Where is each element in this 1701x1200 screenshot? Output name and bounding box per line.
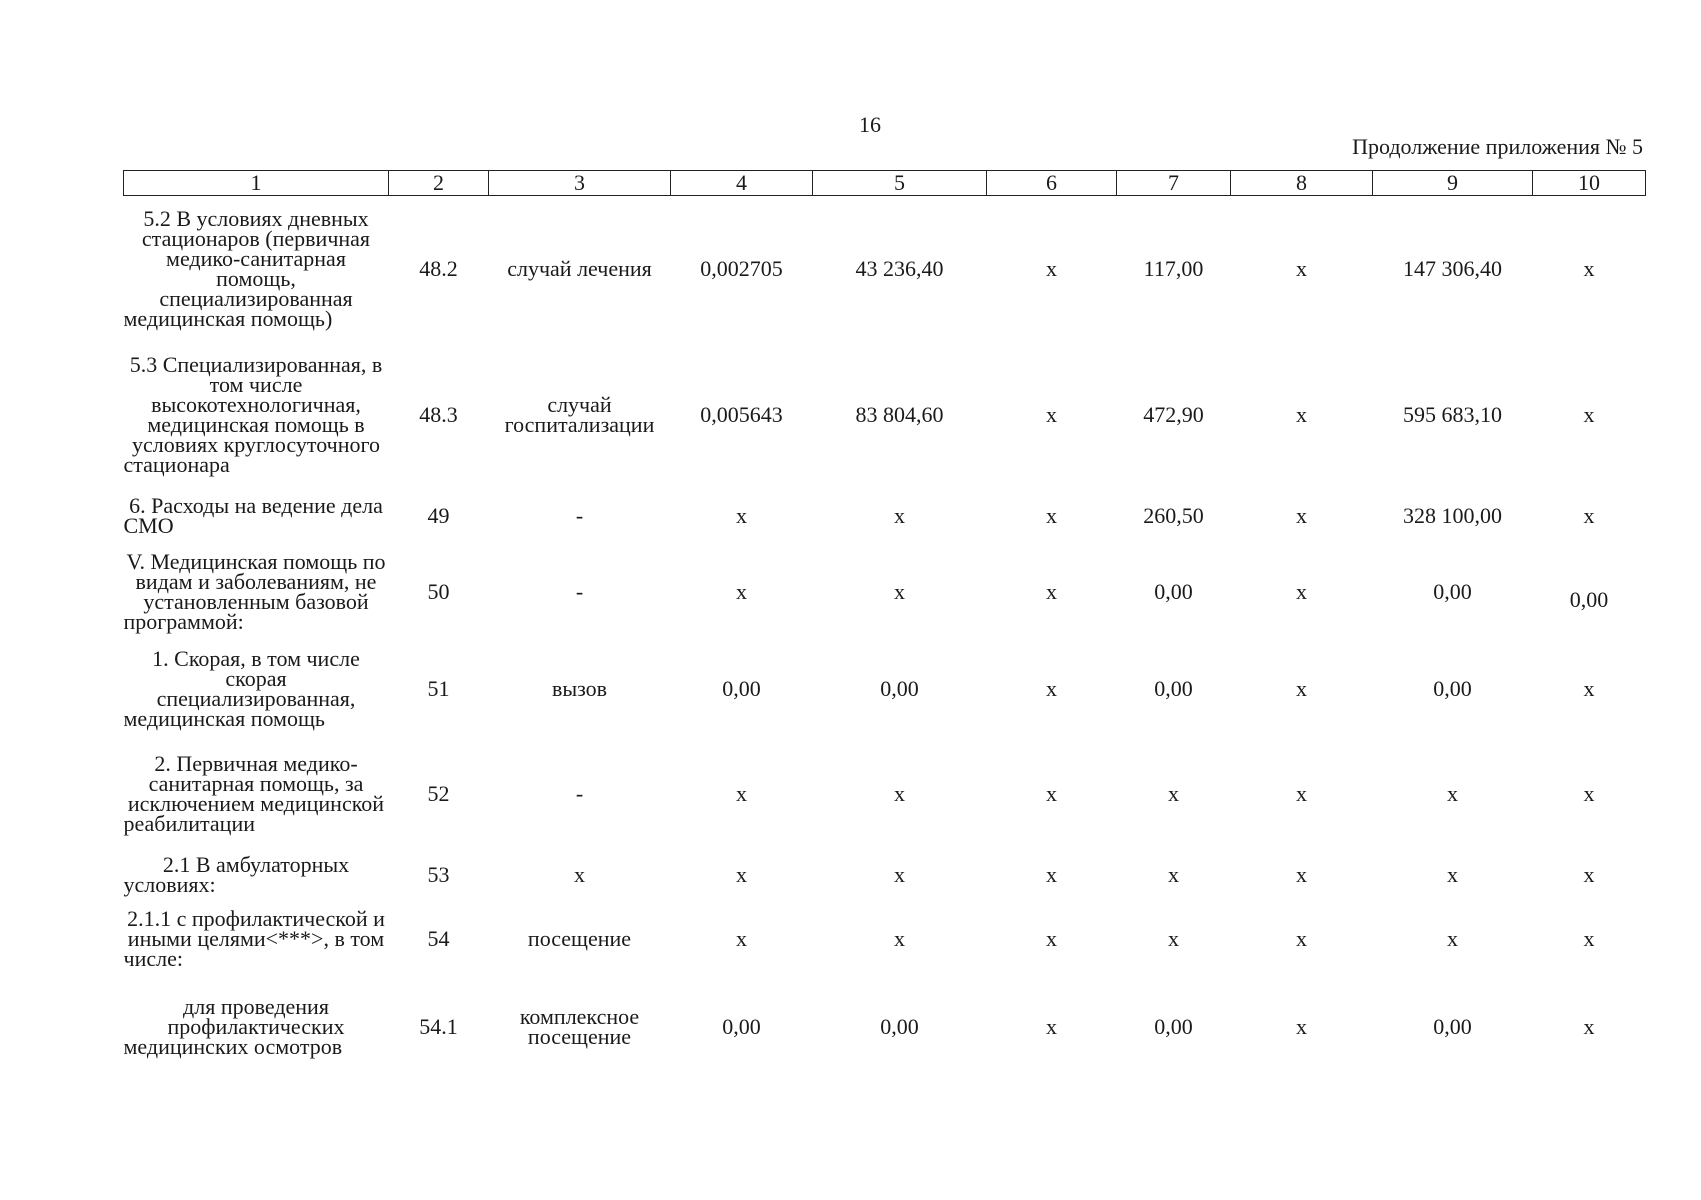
row-cell: х xyxy=(1046,925,1057,951)
row-cell: 83 804,60 xyxy=(855,401,944,427)
row-cell: х xyxy=(1583,780,1595,806)
row-cell: х xyxy=(1296,861,1307,887)
row-description: 5.2 В условиях дневных стационаров (первичная медико-санитарная помощь, специализированная медицинская помощь) xyxy=(123,205,371,331)
row-description: 2.1.1 с профилактической и иными целями<***>, в том числе: xyxy=(123,905,385,971)
row-line-code: 49 xyxy=(427,502,450,528)
table-row xyxy=(124,978,1646,1076)
row-cell: 0,005643 xyxy=(700,401,783,427)
column-number-row xyxy=(124,171,1646,196)
row-cell: х xyxy=(1296,578,1307,604)
row-cell: 0,00 xyxy=(1433,675,1472,701)
row-cell: х xyxy=(1296,925,1307,951)
row-description: 6. Расходы на ведение дела СМО xyxy=(123,492,383,538)
row-cell: х xyxy=(1296,255,1307,281)
row-description: 1. Скорая, в том числе скорая специализированная, медицинская помощь xyxy=(123,645,360,731)
row-cell: х xyxy=(1447,780,1458,806)
column-header: 6 xyxy=(987,171,1117,196)
row-cell: 0,00 xyxy=(880,1013,919,1039)
row-cell: х xyxy=(1296,780,1307,806)
row-unit: - xyxy=(575,780,584,806)
row-cell: 0,00 xyxy=(722,1013,761,1039)
page-number: 16 xyxy=(859,112,881,137)
continuation-note: Продолжение приложения № 5 xyxy=(1352,134,1643,159)
column-header: 2 xyxy=(389,171,489,196)
row-unit: - xyxy=(575,502,584,528)
row-cell: х xyxy=(1583,861,1595,887)
row-unit: комплексное посещение xyxy=(519,1003,640,1049)
row-cell: х xyxy=(1447,861,1458,887)
row-cell: х xyxy=(894,861,905,887)
table-row xyxy=(124,640,1646,738)
row-cell: х xyxy=(1296,675,1307,701)
row-unit: случай лечения xyxy=(507,255,652,281)
row-unit: х xyxy=(574,861,585,887)
row-cell: х xyxy=(1046,255,1057,281)
row-description: 2.1 В амбулаторных условиях: xyxy=(123,851,350,897)
row-description: 2. Первичная медико-санитарная помощь, за исключением медицинской реабилитации xyxy=(123,750,385,836)
row-cell: х xyxy=(1046,1013,1057,1039)
appendix-table xyxy=(123,170,1646,1076)
row-cell: 43 236,40 xyxy=(855,255,944,281)
row-cell: х xyxy=(1046,675,1057,701)
row-cell: х xyxy=(894,578,905,604)
column-header: 4 xyxy=(671,171,813,196)
row-cell: х xyxy=(1583,675,1595,701)
row-cell: х xyxy=(1168,780,1179,806)
row-unit: посещение xyxy=(527,925,632,951)
row-cell: 0,002705 xyxy=(700,255,783,281)
column-header: 10 xyxy=(1533,171,1646,196)
row-cell: х xyxy=(736,925,747,951)
row-description: V. Медицинская помощь по видам и заболеваниям, не установленным базовой программой: xyxy=(123,548,386,634)
row-cell: х xyxy=(1168,925,1179,951)
row-cell: х xyxy=(1046,861,1057,887)
row-cell: х xyxy=(1296,502,1307,528)
row-cell: х xyxy=(736,861,747,887)
row-cell: 0,00 xyxy=(1433,1013,1472,1039)
row-description: 5.3 Специализированная, в том числе высокотехнологичная, медицинская помощь в условиях круглосуточного стационара xyxy=(123,351,383,477)
column-header: 1 xyxy=(124,171,389,196)
row-cell: 0,00 xyxy=(1433,578,1472,604)
row-cell: х xyxy=(1447,925,1458,951)
row-cell: х xyxy=(1583,502,1595,528)
row-line-code: 51 xyxy=(427,675,450,701)
row-cell: 0,00 xyxy=(722,675,761,701)
row-line-code: 52 xyxy=(427,780,450,806)
row-line-code: 53 xyxy=(427,861,450,887)
column-header: 7 xyxy=(1117,171,1231,196)
row-cell: х xyxy=(1296,401,1307,427)
table-row xyxy=(124,196,1646,342)
row-cell: х xyxy=(1168,861,1179,887)
row-cell: х xyxy=(894,780,905,806)
row-cell: 595 683,10 xyxy=(1403,401,1502,427)
row-cell: х xyxy=(736,502,747,528)
row-line-code: 54 xyxy=(427,925,450,951)
row-cell: х xyxy=(1046,502,1057,528)
row-cell: 472,90 xyxy=(1143,401,1204,427)
row-line-code: 48.2 xyxy=(419,255,458,281)
table-row xyxy=(124,342,1646,488)
row-cell: 117,00 xyxy=(1143,255,1204,281)
table-row xyxy=(124,488,1646,544)
row-cell: 0,00 xyxy=(1154,578,1193,604)
row-cell: х xyxy=(1583,1013,1595,1039)
row-cell: 0,00 xyxy=(1154,1013,1193,1039)
row-cell: х xyxy=(1583,925,1595,951)
row-cell: 0,00 xyxy=(1569,586,1609,612)
row-cell: 328 100,00 xyxy=(1403,502,1502,528)
row-cell: х xyxy=(736,780,747,806)
row-line-code: 50 xyxy=(427,578,450,604)
row-cell: х xyxy=(1046,401,1057,427)
column-header: 3 xyxy=(489,171,671,196)
row-cell: х xyxy=(1046,780,1057,806)
row-cell: х xyxy=(736,578,747,604)
row-unit: - xyxy=(575,578,584,604)
row-unit: случай госпитализации xyxy=(504,391,655,437)
row-cell: х xyxy=(1046,578,1057,604)
row-unit: вызов xyxy=(551,675,608,701)
column-header: 8 xyxy=(1231,171,1373,196)
row-cell: х xyxy=(1296,1013,1307,1039)
column-header: 9 xyxy=(1373,171,1533,196)
row-cell: 147 306,40 xyxy=(1403,255,1502,281)
row-cell: х xyxy=(1583,255,1595,281)
row-description: для проведения профилактических медицинских осмотров xyxy=(123,993,345,1059)
row-cell: 260,50 xyxy=(1143,502,1204,528)
row-cell: х xyxy=(894,925,905,951)
row-line-code: 54.1 xyxy=(419,1013,458,1039)
table-row xyxy=(124,850,1646,900)
row-cell: 0,00 xyxy=(1154,675,1193,701)
table-row xyxy=(124,900,1646,978)
row-cell: х xyxy=(894,502,905,528)
column-header: 5 xyxy=(813,171,987,196)
row-cell: 0,00 xyxy=(880,675,919,701)
row-line-code: 48.3 xyxy=(419,401,458,427)
row-cell: х xyxy=(1583,401,1595,427)
table-row xyxy=(124,544,1646,640)
table-row xyxy=(124,738,1646,850)
